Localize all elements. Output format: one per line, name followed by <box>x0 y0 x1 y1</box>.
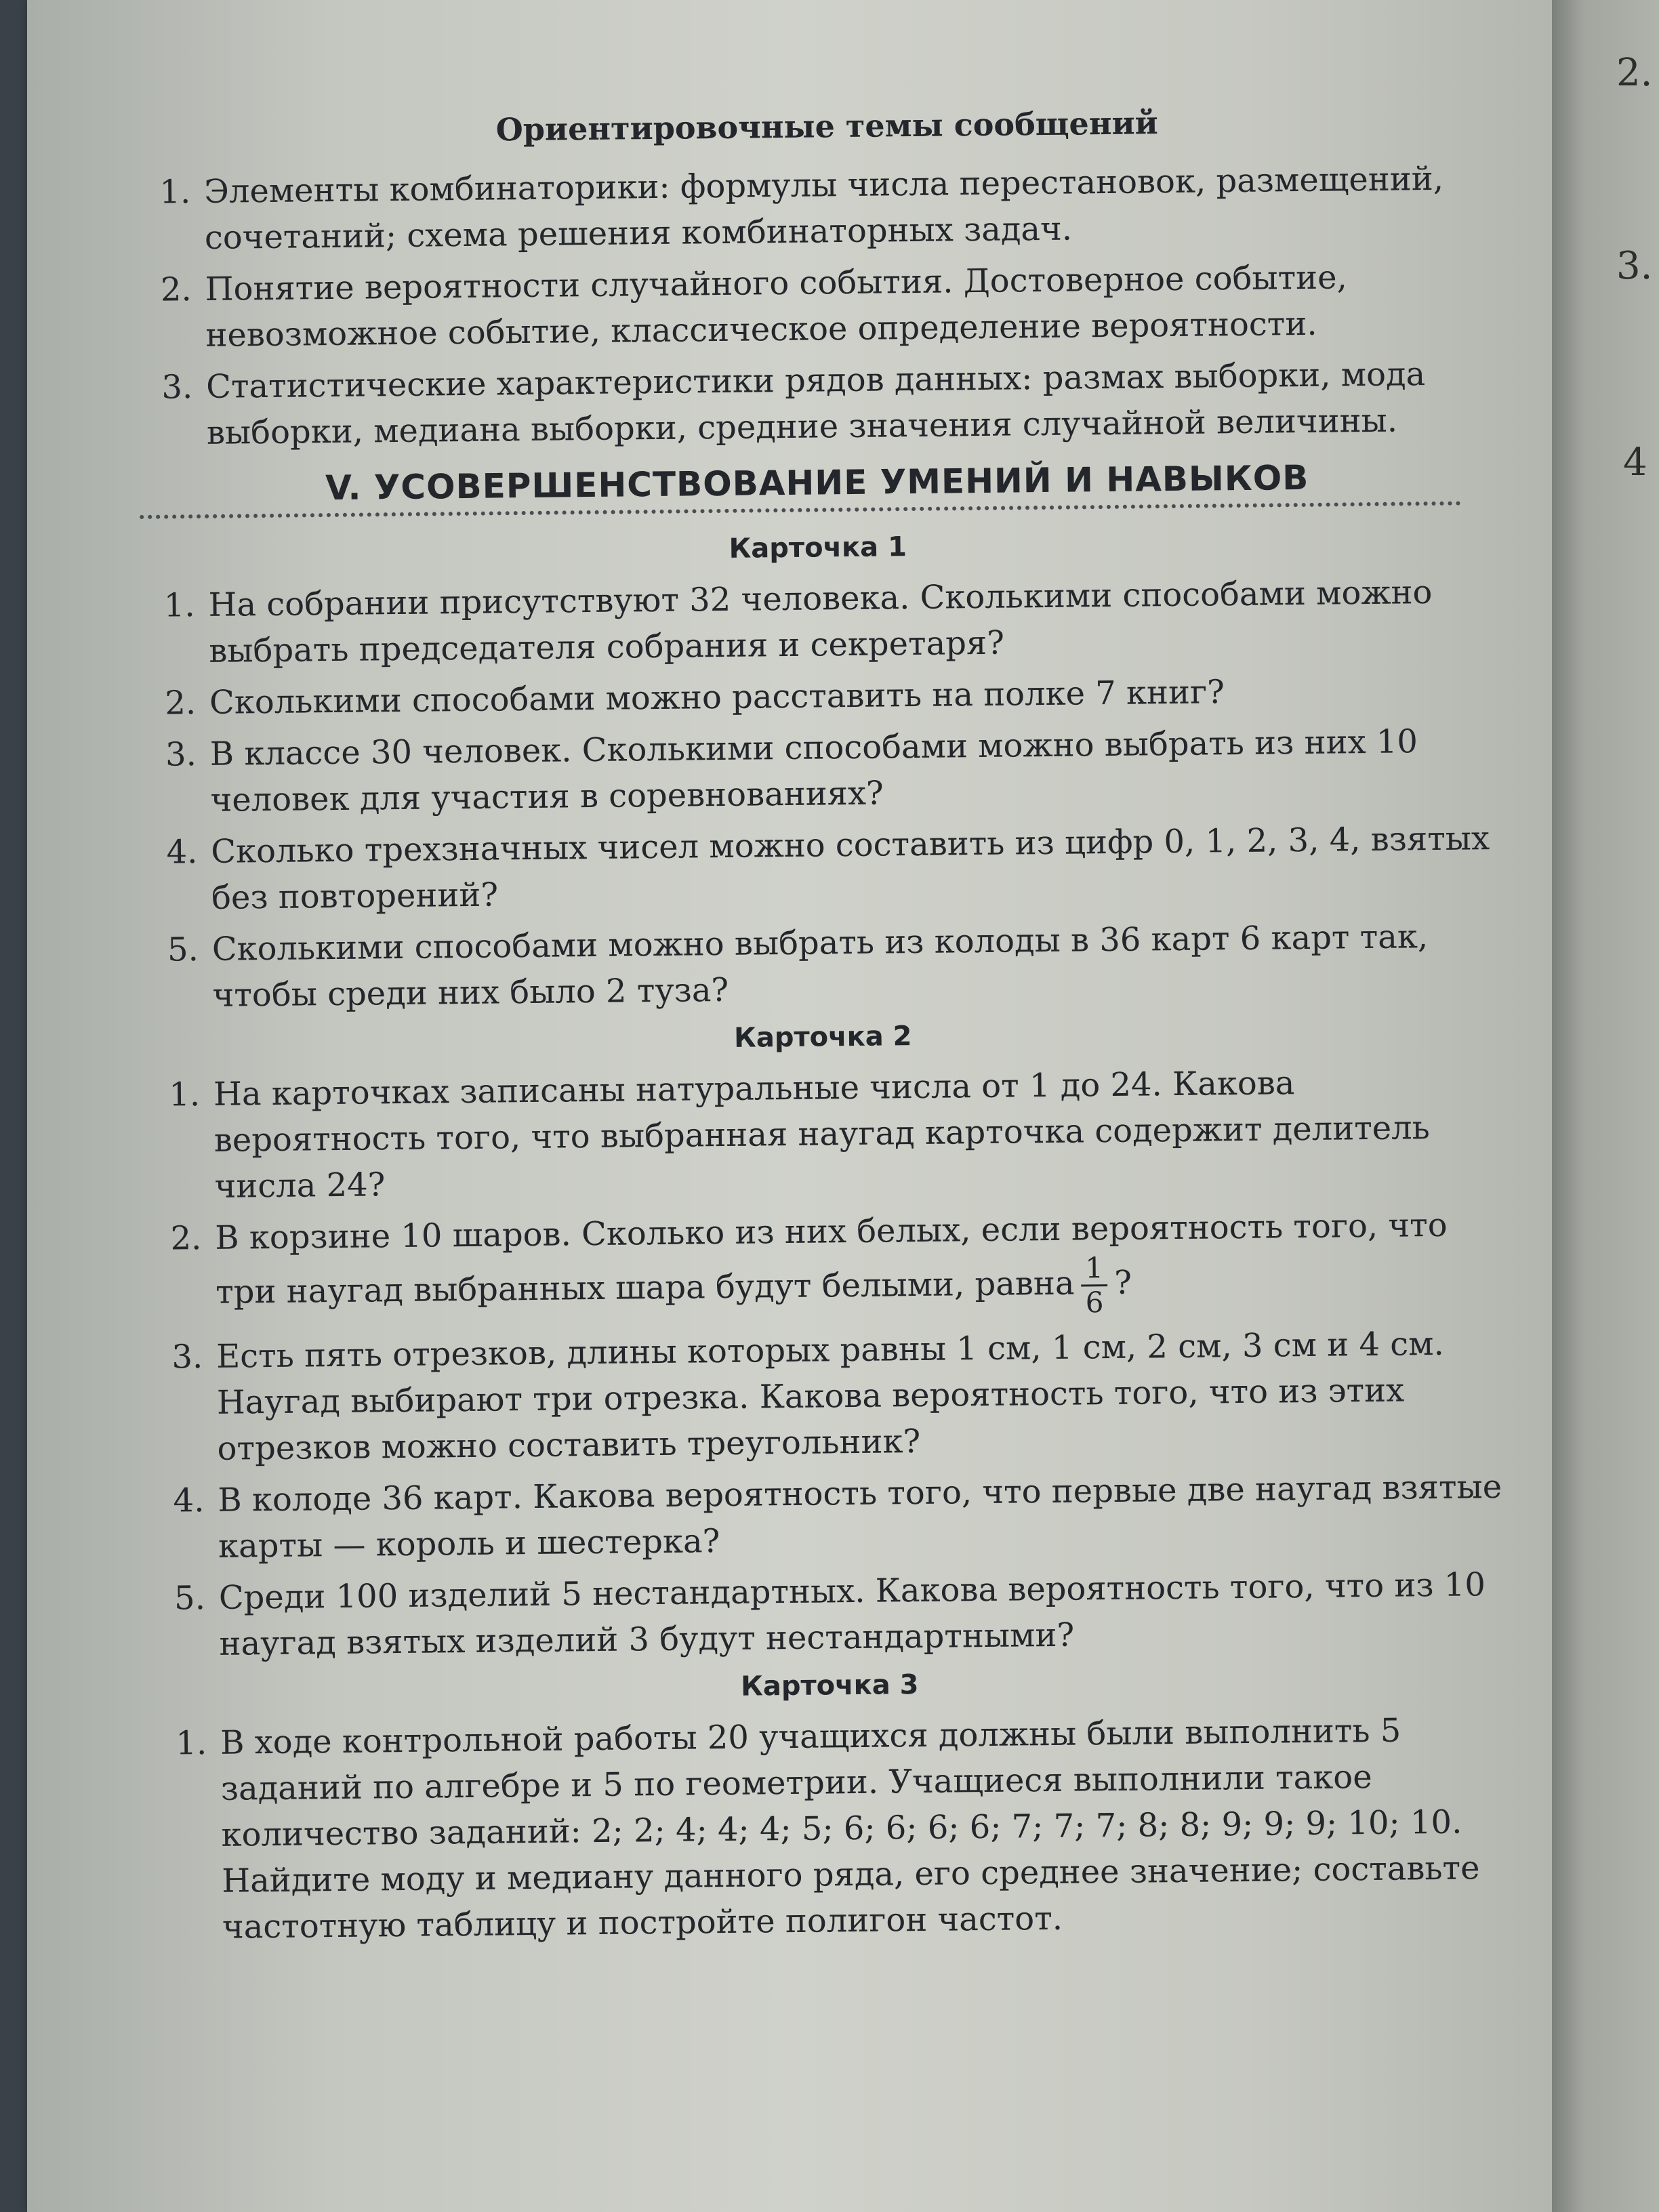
card-2-title: Карточка 2 <box>733 1021 912 1054</box>
list-item: 1. В ходе контрольной работы 20 учащихся должны были выполнить 5 заданий по алгебре и 5 по геометрии. Учащиеся выполнили такое количество заданий: 2; 2; 4; 4; 4; 5; 6; 6; 6; 6; 7; 7; 7; 8; 8; 9; 9; 9; 10; 10. Найдите моду и медиану данного ряда, его среднее значение; составьте частотную таблицу и постройте полигон частот. <box>176 1711 1480 1946</box>
list-item: 2. Понятие вероятности случайного события. Достоверное событие, невозможное событие, классическое определение вероятности. <box>160 258 1348 354</box>
list-item: 2. Сколькими способами можно расставить на полке 7 книг? <box>164 673 1225 722</box>
section-title: V. УСОВЕРШЕНСТВОВАНИЕ УМЕНИЙ И НАВЫКОВ <box>325 457 1309 508</box>
list-item: 4. В колоде 36 карт. Какова вероятность того, что первые две наугад взятые карты — король и шестерка? <box>173 1468 1502 1565</box>
list-item: 4. Сколько трехзначных чисел можно составить из цифр 0, 1, 2, 3, 4, взятых без повторений? <box>166 819 1490 917</box>
list-item: 1. На карточках записаны натуральные числа от 1 до 24. Какова вероятность того, что выбранная наугад карточка содержит делитель числа 24? <box>169 1064 1431 1206</box>
next-page-fragment: 4 <box>1623 441 1647 485</box>
list-item: 1. Элементы комбинаторики: формулы числа перестановок, размещений, сочетаний; схема решения комбинаторных задач. <box>159 159 1444 257</box>
topics-heading: Ориентировочные темы сообщений <box>495 104 1158 148</box>
next-page-fragment: 3. <box>1616 244 1653 288</box>
list-item: 2. В корзине 10 шаров. Сколько из них белых, если вероятность того, что три наугад выбранных шара будут белыми, равна $\frac{1}{6}$ ? <box>170 1206 1448 1319</box>
book-page <box>27 0 1552 2212</box>
list-item: 3. Есть пять отрезков, длины которых равны 1 см, 1 см, 2 см, 3 см и 4 см. Наугад выбирают три отрезка. Какова вероятность того, что из этих отрезков можно составить треугольник? <box>171 1324 1444 1468</box>
fraction: $\frac{1}{6}$ <box>1081 1252 1108 1319</box>
list-item: 5. Сколькими способами можно выбрать из колоды в 36 карт 6 карт так, чтобы среди них было 2 туза? <box>167 918 1429 1015</box>
list-item: 3. В классе 30 человек. Сколькими способами можно выбрать из них 10 человек для участия в соревнованиях? <box>165 722 1418 819</box>
next-page-fragment: 2. <box>1616 51 1653 95</box>
next-page-edge <box>1552 0 1659 2212</box>
card-3-title: Карточка 3 <box>740 1669 919 1702</box>
list-item: 5. Среди 100 изделий 5 нестандартных. Какова вероятность того, что из 10 наугад взятых изделий 3 будут нестандартными? <box>173 1565 1486 1663</box>
card-2-list <box>146 1058 1507 1668</box>
list-item: 3. Статистические характеристики рядов данных: размах выборки, мода выборки, медиана выборки, средние значения случайной величины. <box>161 355 1426 452</box>
topics-list <box>136 155 1494 457</box>
card-1-title: Карточка 1 <box>729 531 907 565</box>
list-item: 1. На собрании присутствуют 32 человека. Сколькими способами можно выбрать председателя собрания и секретаря? <box>163 573 1433 670</box>
page-content <box>136 101 1510 1957</box>
card-3-list <box>152 1706 1510 1951</box>
card-1-list <box>140 569 1500 1019</box>
